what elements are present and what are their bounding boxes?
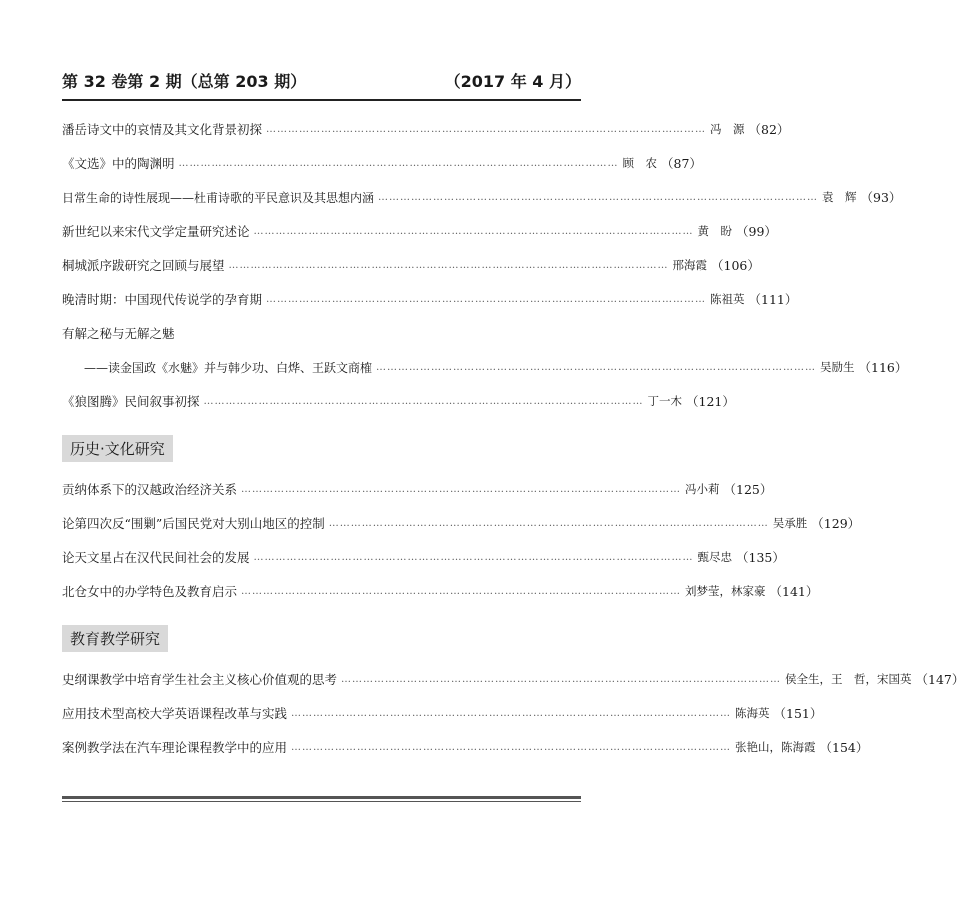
entry-title: 新世纪以来宋代文学定量研究述论 <box>62 224 250 239</box>
entry-title: 《文选》中的陶渊明 <box>62 156 175 171</box>
entry-title: 桐城派序跋研究之回顾与展望 <box>62 258 225 273</box>
entry-page: （93） <box>860 190 902 205</box>
toc-entry-subtitle-line[interactable] <box>62 350 908 384</box>
entry-page: （141） <box>769 584 819 599</box>
entry-author: 冯小莉 <box>685 482 720 496</box>
header-rule <box>62 99 581 101</box>
entry-author: 陈海英 <box>735 706 770 720</box>
entry-page: （135） <box>736 550 785 565</box>
toc-entry[interactable] <box>62 180 902 214</box>
dot-leader: ………………………………………………………………………………………………………… <box>376 361 817 373</box>
entry-page: （99） <box>736 224 777 239</box>
toc-entry[interactable] <box>62 730 869 764</box>
table-of-contents <box>62 112 964 764</box>
section-heading: 教育教学研究 <box>62 625 168 652</box>
entry-subtitle: ——读金国政《水魅》并与韩少功、白烨、王跃文商榷 <box>84 360 373 375</box>
entry-title: 论第四次反“围剿”后国民党对大别山地区的控制 <box>62 516 325 531</box>
dot-leader: ………………………………………………………………………………………………………… <box>241 483 682 495</box>
page-header <box>62 66 581 94</box>
section-heading-row <box>62 608 581 662</box>
toc-entry[interactable] <box>62 662 964 696</box>
entry-page: （147） <box>915 672 964 687</box>
entry-title: 论天文星占在汉代民间社会的发展 <box>62 550 250 565</box>
entry-page: （116） <box>858 360 908 375</box>
toc-entry[interactable] <box>62 112 790 146</box>
toc-entry[interactable] <box>62 540 785 574</box>
entry-title: 有解之秘与无解之魅 <box>62 326 175 341</box>
entry-title: 晚清时期：中国现代传说学的孕育期 <box>62 292 263 307</box>
dot-leader: ………………………………………………………………………………………………………… <box>291 707 732 719</box>
toc-entry[interactable] <box>62 574 819 608</box>
section-heading: 历史·文化研究 <box>62 435 173 462</box>
entry-page: （106） <box>711 258 760 273</box>
entry-page: （111） <box>748 292 798 307</box>
entry-page: （129） <box>811 516 861 531</box>
toc-entry[interactable] <box>62 214 777 248</box>
entry-page: （87） <box>661 156 702 171</box>
dot-leader: ………………………………………………………………………………………………………… <box>378 191 819 203</box>
entry-title: 贡纳体系下的汉越政治经济关系 <box>62 482 238 497</box>
entry-author: 丁一木 <box>647 394 683 408</box>
entry-author: 陈祖英 <box>710 292 745 306</box>
entry-author: 邢海霞 <box>672 258 708 272</box>
dot-leader: ………………………………………………………………………………………………………… <box>266 123 707 135</box>
entry-title: 日常生命的诗性展现——杜甫诗歌的平民意识及其思想内涵 <box>62 190 375 205</box>
entry-page: （121） <box>686 394 735 409</box>
footer-rule-thin <box>62 801 581 802</box>
entry-author: 顾 农 <box>622 156 658 170</box>
dot-leader: ………………………………………………………………………………………………………… <box>178 157 619 169</box>
entry-page: （82） <box>748 122 790 137</box>
entry-title: 应用技术型高校大学英语课程改革与实践 <box>62 706 288 721</box>
entry-author: 刘梦莹，林家豪 <box>685 584 766 598</box>
toc-entry[interactable] <box>62 696 823 730</box>
entry-title: 北仓女中的办学特色及教育启示 <box>62 584 238 599</box>
footer-rule-thick <box>62 796 581 799</box>
entry-page: （151） <box>773 706 823 721</box>
dot-leader: ………………………………………………………………………………………………………… <box>253 551 694 563</box>
dot-leader: ………………………………………………………………………………………………………… <box>291 741 732 753</box>
toc-entry[interactable] <box>62 506 861 540</box>
dot-leader: ………………………………………………………………………………………………………… <box>241 585 682 597</box>
dot-leader: ………………………………………………………………………………………………………… <box>341 673 782 685</box>
entry-title: 案例教学法在汽车理论课程教学中的应用 <box>62 740 288 755</box>
toc-entry[interactable] <box>62 472 773 506</box>
dot-leader: ………………………………………………………………………………………………………… <box>228 259 669 271</box>
entry-page: （125） <box>723 482 773 497</box>
entry-author: 吴励生 <box>820 360 855 374</box>
toc-entry[interactable] <box>62 282 798 316</box>
dot-leader: ………………………………………………………………………………………………………… <box>203 395 644 407</box>
toc-entry[interactable] <box>62 248 760 282</box>
entry-author: 黄 盼 <box>697 224 733 238</box>
toc-entry[interactable] <box>62 384 735 418</box>
entry-page: （154） <box>819 740 869 755</box>
entry-author: 甄尽忠 <box>697 550 733 564</box>
entry-title: 潘岳诗文中的哀情及其文化背景初探 <box>62 122 263 137</box>
entry-title: 史纲课教学中培育学生社会主义核心价值观的思考 <box>62 672 338 687</box>
entry-author: 袁 辉 <box>822 190 857 204</box>
entry-author: 吴承胜 <box>772 516 808 530</box>
entry-title: 《狼图腾》民间叙事初探 <box>62 394 200 409</box>
entry-author: 冯 源 <box>710 122 745 136</box>
dot-leader: ………………………………………………………………………………………………………… <box>328 517 769 529</box>
section-heading-row <box>62 418 581 472</box>
entry-author: 张艳山，陈海霞 <box>735 740 816 754</box>
toc-entry[interactable] <box>62 146 702 180</box>
entry-author: 侯全生，王 哲，宋国英 <box>785 672 912 686</box>
dot-leader: ………………………………………………………………………………………………………… <box>253 225 694 237</box>
dot-leader: ………………………………………………………………………………………………………… <box>266 293 707 305</box>
toc-entry-title-line[interactable] <box>62 316 581 350</box>
issue-label: 第 32 卷第 2 期（总第 203 期） <box>62 71 307 91</box>
date-label: （2017 年 4 月） <box>444 71 581 91</box>
